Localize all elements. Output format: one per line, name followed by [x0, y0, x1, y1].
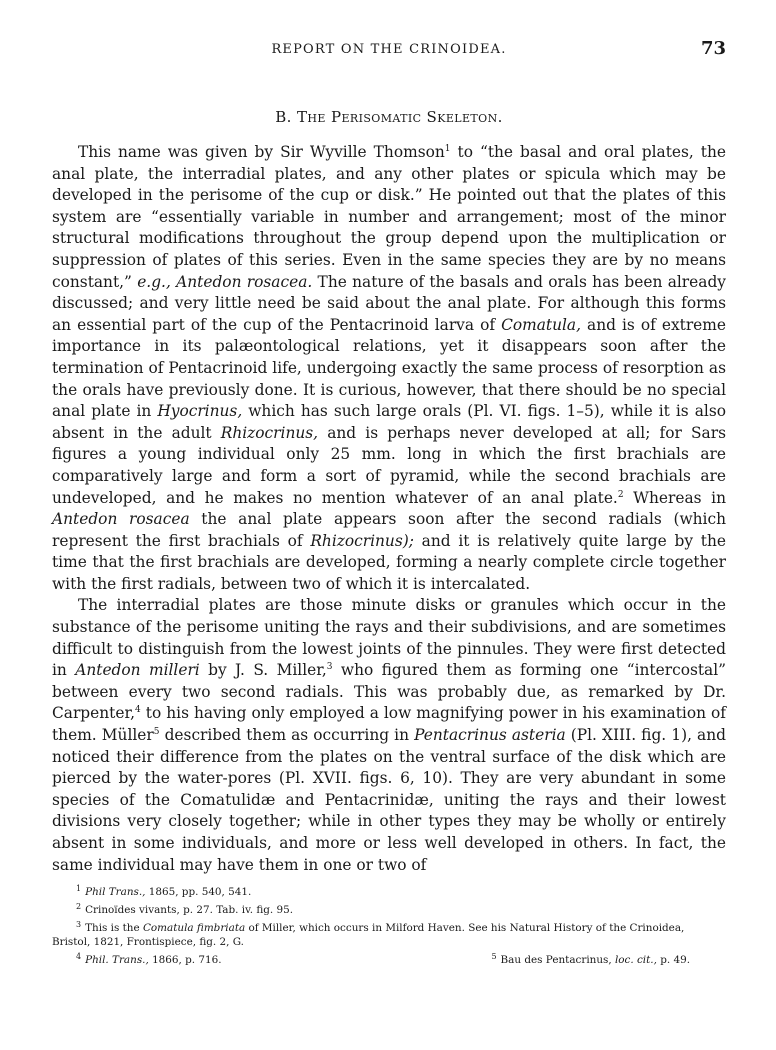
text-span: the anal plate appears soon after the second radials (which represent the first brachials of	[52, 510, 726, 550]
footnote-ref-3: 3	[326, 662, 333, 673]
footnote-number: 3	[76, 919, 82, 929]
footnote-row	[52, 950, 726, 968]
text-span: Bau des Pentacrinus,	[500, 954, 615, 967]
footnote-ref-5: 5	[153, 727, 160, 738]
text-span: The nature of the basals and orals has been already discussed; and very little need be said about the anal plate. For although this forms an essential part of the cup of the Pentacrinoid larva of	[52, 272, 726, 334]
text-span: 1865, pp. 540, 541.	[145, 886, 252, 898]
footnote-2	[52, 900, 726, 918]
text-span: This name was given by Sir Wyville Thomson	[78, 143, 445, 161]
italic-span: Comatula,	[501, 315, 581, 334]
section-title: Perisomatic Skeleton.	[330, 108, 503, 126]
running-header	[52, 38, 726, 62]
text-span: to his having only employed a low magnifying power in his examination of them. Müller	[52, 704, 726, 745]
paragraph-1	[52, 142, 726, 595]
section-title-prefix: The	[296, 108, 326, 126]
page	[52, 38, 726, 876]
text-span: 1866, p. 716.	[148, 954, 222, 967]
footnote-number: 4	[76, 952, 82, 962]
italic-span: Rhizocrinus);	[310, 531, 414, 550]
footnote-ref-1: 1	[444, 144, 451, 154]
text-span: This is the	[85, 921, 143, 934]
footnote-3-continued: Bristol, 1821, Frontispiece, fig. 2, G.	[52, 936, 244, 949]
italic-span: Pentacrinus asteria	[414, 726, 566, 745]
footnote-4	[76, 950, 222, 968]
text-span: p. 49.	[656, 954, 690, 967]
footnote-3	[52, 918, 726, 936]
footnotes	[52, 882, 726, 968]
text-span: Whereas in	[623, 488, 726, 507]
footnote-ref-2: 2	[617, 489, 624, 500]
italic-span: Antedon rosacea	[52, 510, 190, 529]
footnote-1	[52, 882, 726, 900]
italic-span: Antedon milleri	[75, 661, 200, 680]
text-span: who figured them as forming one “intercostal” between every two second radials. This was probably due, as remarked by Dr. Carpenter,	[52, 661, 727, 723]
text-span: which has such large orals (Pl. VI. figs. 1–5), while it is also absent in the adult	[52, 402, 726, 442]
text-span: and it is relatively quite large by the time that the first brachials are developed, forming a nearly complete circle together with the first radials, between two of which it is intercalated.	[52, 531, 726, 593]
footnote-number: 2	[76, 901, 82, 911]
text-span: and is perhaps never developed at all; for Sars figures a young individual only 25 mm. long in which the first brachials are comparatively large and form a sort of pyramid, while the second brachials are undeveloped, and he makes no mention whatever of an anal plate.	[52, 423, 726, 507]
text-span: and is of extreme importance in its palæontological relations, yet it disappears soon after the termination of Pentacrinoid life, undergoing exactly the same process of resorption as the orals have previously done. It is curious, however, that there should be no special anal plate in	[52, 315, 726, 421]
running-title: REPORT ON THE CRINOIDEA.	[271, 42, 507, 57]
italic-span: Hyocrinus,	[157, 402, 243, 421]
italic-span: Phil. Trans.,	[85, 954, 149, 967]
footnote-number: 1	[76, 884, 82, 893]
italic-span: Phil Trans.,	[85, 886, 146, 898]
italic-span: Comatula fimbriata	[142, 921, 246, 934]
text-span: of Miller, which occurs in Milford Haven. See his Natural History of the Crinoidea,	[245, 921, 685, 934]
italic-span: Rhizocrinus,	[220, 423, 319, 442]
page-number: 73	[700, 38, 726, 59]
section-heading	[52, 108, 726, 126]
section-letter: B.	[275, 108, 292, 126]
footnote-5	[491, 950, 726, 968]
italic-span: e.g., Antedon rosacea.	[137, 272, 313, 291]
footnote-ref-4: 4	[135, 705, 141, 716]
italic-span: loc. cit.,	[614, 954, 657, 967]
text-span: The interradial plates are those minute disks or granules which occur in the substance of the perisome uniting the rays and their subdivisions, and are sometimes difficult to distinguish from the lowest joints of the pinnules. They were first detected in	[52, 596, 726, 680]
footnote-number: 5	[491, 952, 497, 962]
text-span: by J. S. Miller,	[199, 661, 327, 680]
paragraph-2	[52, 595, 726, 876]
text-span: Crinoïdes vivants, p. 27. Tab. iv. fig. 95.	[85, 903, 294, 916]
text-span: (Pl. XIII. fig. 1), and noticed their difference from the plates on the ventral surface of the disk which are pierced by the water-pores (Pl. XVII. figs. 6, 10). They are very abundant in some species of the Comatulidæ and Pentacrinidæ, uniting the rays and their lowest divisions very closely together; while in other types they may be wholly or entirely absent in some individuals, and more or less well developed in others. In fact, the same individual may have them in one or two of	[52, 726, 726, 874]
text-span: described them as occurring in	[159, 726, 415, 745]
text-span: to “the basal and oral plates, the anal plate, the interradial plates, and any other plates or spicula which may be developed in the perisome of the cup or disk.” He pointed out that the plates of this system are “essentially variable in number and arrangement; most of the minor structural modifications throughout the group depend upon the multiplication or suppression of plates of this series. Even in the same species they are by no means constant,”	[52, 143, 726, 291]
